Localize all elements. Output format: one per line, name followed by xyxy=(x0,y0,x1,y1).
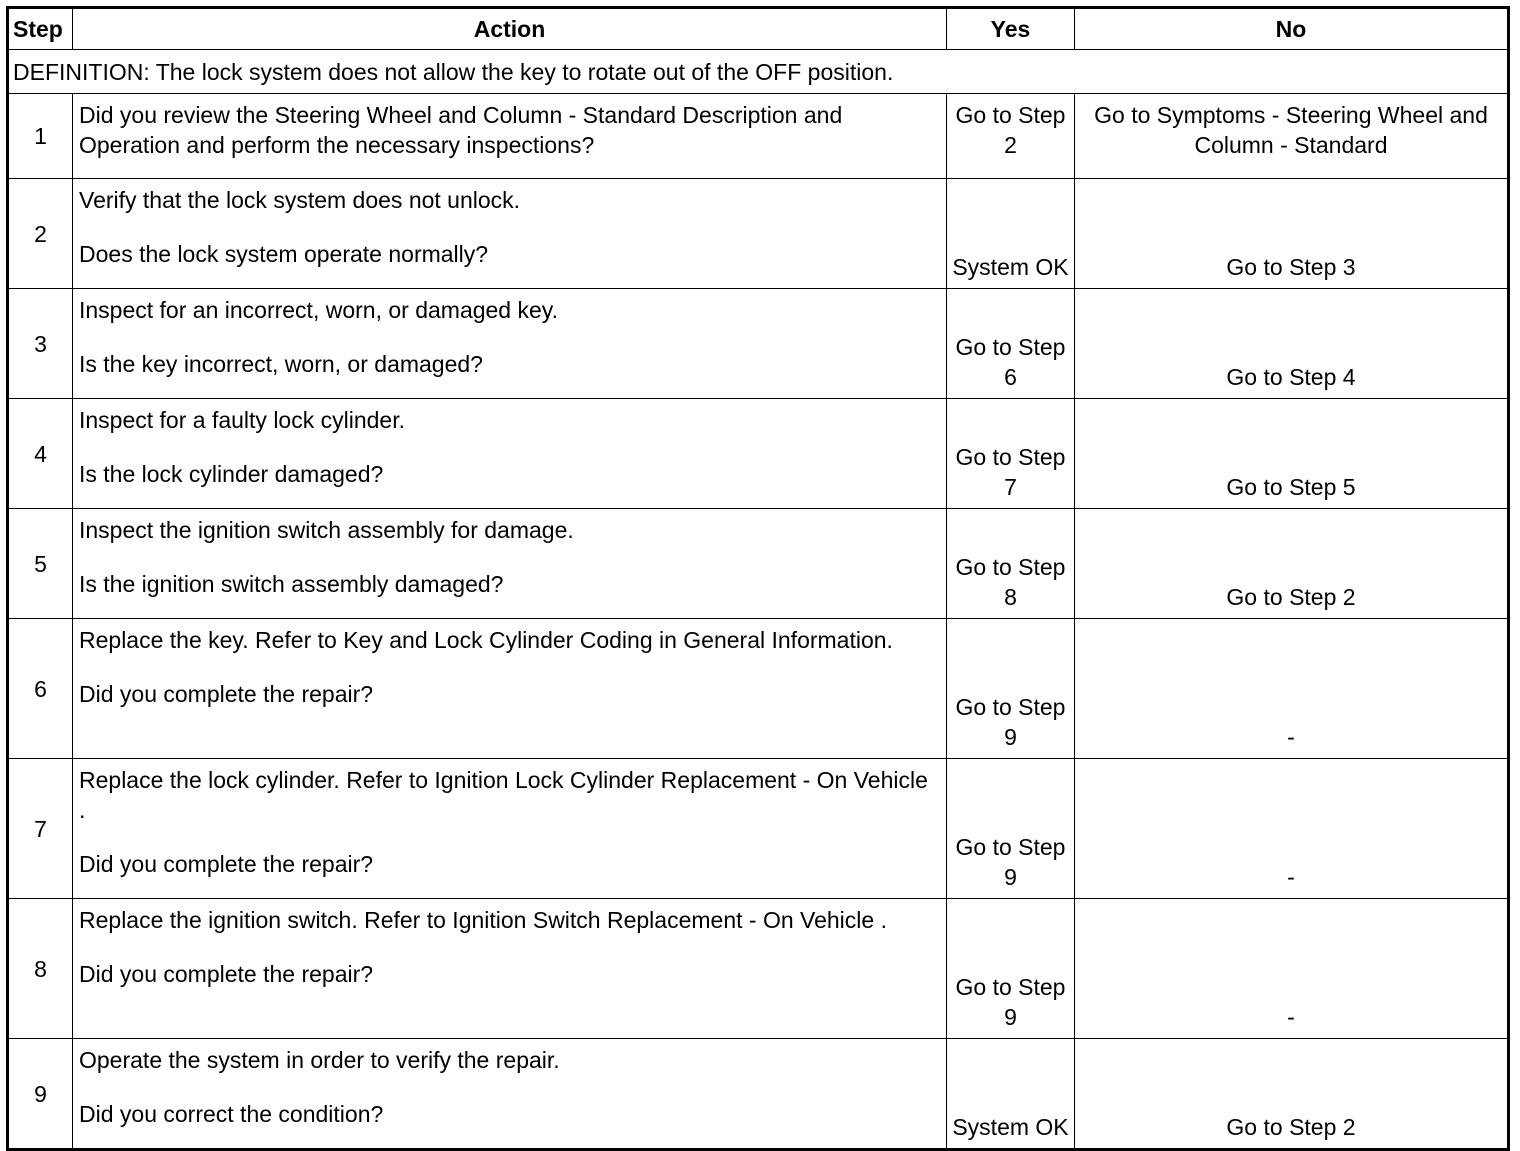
table-row xyxy=(8,399,1509,509)
spacer xyxy=(79,215,940,239)
no-cell: Go to Step 4 xyxy=(1075,289,1509,399)
action-text: Operate the system in order to verify the repair. xyxy=(79,1047,560,1073)
spacer xyxy=(79,325,940,349)
yes-cell: Go to Step 8 xyxy=(947,509,1075,619)
action-cell xyxy=(73,289,947,399)
action-question: Did you correct the condition? xyxy=(79,1101,384,1127)
table-row xyxy=(8,289,1509,399)
action-question: Did you complete the repair? xyxy=(79,961,374,987)
action-cell xyxy=(73,899,947,1039)
action-text: Inspect for a faulty lock cylinder. xyxy=(79,407,405,433)
action-question: Did you complete the repair? xyxy=(79,851,374,877)
table-row xyxy=(8,94,1509,179)
action-cell xyxy=(73,759,947,899)
spacer xyxy=(79,825,940,849)
step-number: 9 xyxy=(8,1039,73,1150)
yes-cell: Go to Step 7 xyxy=(947,399,1075,509)
spacer xyxy=(79,935,940,959)
no-cell: - xyxy=(1075,619,1509,759)
header-step: Step xyxy=(8,8,73,50)
action-text: Did you review the Steering Wheel and Column - Standard Description and Operation and perform the necessary inspections? xyxy=(79,102,843,158)
yes-cell: Go to Step 9 xyxy=(947,619,1075,759)
table-row xyxy=(8,759,1509,899)
header-row xyxy=(8,8,1509,50)
no-cell: Go to Symptoms - Steering Wheel and Column - Standard xyxy=(1075,94,1509,179)
no-cell: - xyxy=(1075,899,1509,1039)
action-cell xyxy=(73,509,947,619)
step-number: 3 xyxy=(8,289,73,399)
action-cell xyxy=(73,94,947,179)
spacer xyxy=(79,1075,940,1099)
no-cell: - xyxy=(1075,759,1509,899)
no-cell: Go to Step 2 xyxy=(1075,509,1509,619)
step-number: 2 xyxy=(8,179,73,289)
step-number: 6 xyxy=(8,619,73,759)
table-row xyxy=(8,899,1509,1039)
action-cell xyxy=(73,179,947,289)
action-cell xyxy=(73,399,947,509)
table-row xyxy=(8,1039,1509,1150)
table-row xyxy=(8,179,1509,289)
header-no: No xyxy=(1075,8,1509,50)
yes-cell: System OK xyxy=(947,179,1075,289)
diagnostic-table xyxy=(6,6,1510,1151)
action-text: Inspect for an incorrect, worn, or damaged key. xyxy=(79,297,558,323)
spacer xyxy=(79,655,940,679)
yes-cell: Go to Step 9 xyxy=(947,899,1075,1039)
action-question: Is the key incorrect, worn, or damaged? xyxy=(79,351,483,377)
no-cell: Go to Step 5 xyxy=(1075,399,1509,509)
action-cell xyxy=(73,1039,947,1150)
step-number: 5 xyxy=(8,509,73,619)
step-number: 7 xyxy=(8,759,73,899)
spacer xyxy=(79,545,940,569)
action-text: Inspect the ignition switch assembly for damage. xyxy=(79,517,574,543)
yes-cell: Go to Step 9 xyxy=(947,759,1075,899)
action-text: Replace the key. Refer to Key and Lock Cylinder Coding in General Information. xyxy=(79,627,893,653)
step-number: 1 xyxy=(8,94,73,179)
action-text: Replace the lock cylinder. Refer to Ignition Lock Cylinder Replacement - On Vehicle . xyxy=(79,767,928,823)
table-row xyxy=(8,509,1509,619)
yes-cell: Go to Step 2 xyxy=(947,94,1075,179)
action-question: Is the lock cylinder damaged? xyxy=(79,461,384,487)
header-yes: Yes xyxy=(947,8,1075,50)
action-question: Is the ignition switch assembly damaged? xyxy=(79,571,504,597)
action-text: Verify that the lock system does not unlock. xyxy=(79,187,521,213)
header-action: Action xyxy=(73,8,947,50)
action-cell xyxy=(73,619,947,759)
action-question: Does the lock system operate normally? xyxy=(79,241,489,267)
no-cell: Go to Step 3 xyxy=(1075,179,1509,289)
action-question: Did you complete the repair? xyxy=(79,681,374,707)
definition-text: DEFINITION: The lock system does not allow the key to rotate out of the OFF position. xyxy=(8,50,1509,94)
yes-cell: System OK xyxy=(947,1039,1075,1150)
action-text: Replace the ignition switch. Refer to Ignition Switch Replacement - On Vehicle . xyxy=(79,907,887,933)
yes-cell: Go to Step 6 xyxy=(947,289,1075,399)
step-number: 8 xyxy=(8,899,73,1039)
step-number: 4 xyxy=(8,399,73,509)
no-cell: Go to Step 2 xyxy=(1075,1039,1509,1150)
definition-row xyxy=(8,50,1509,94)
spacer xyxy=(79,435,940,459)
table-row xyxy=(8,619,1509,759)
